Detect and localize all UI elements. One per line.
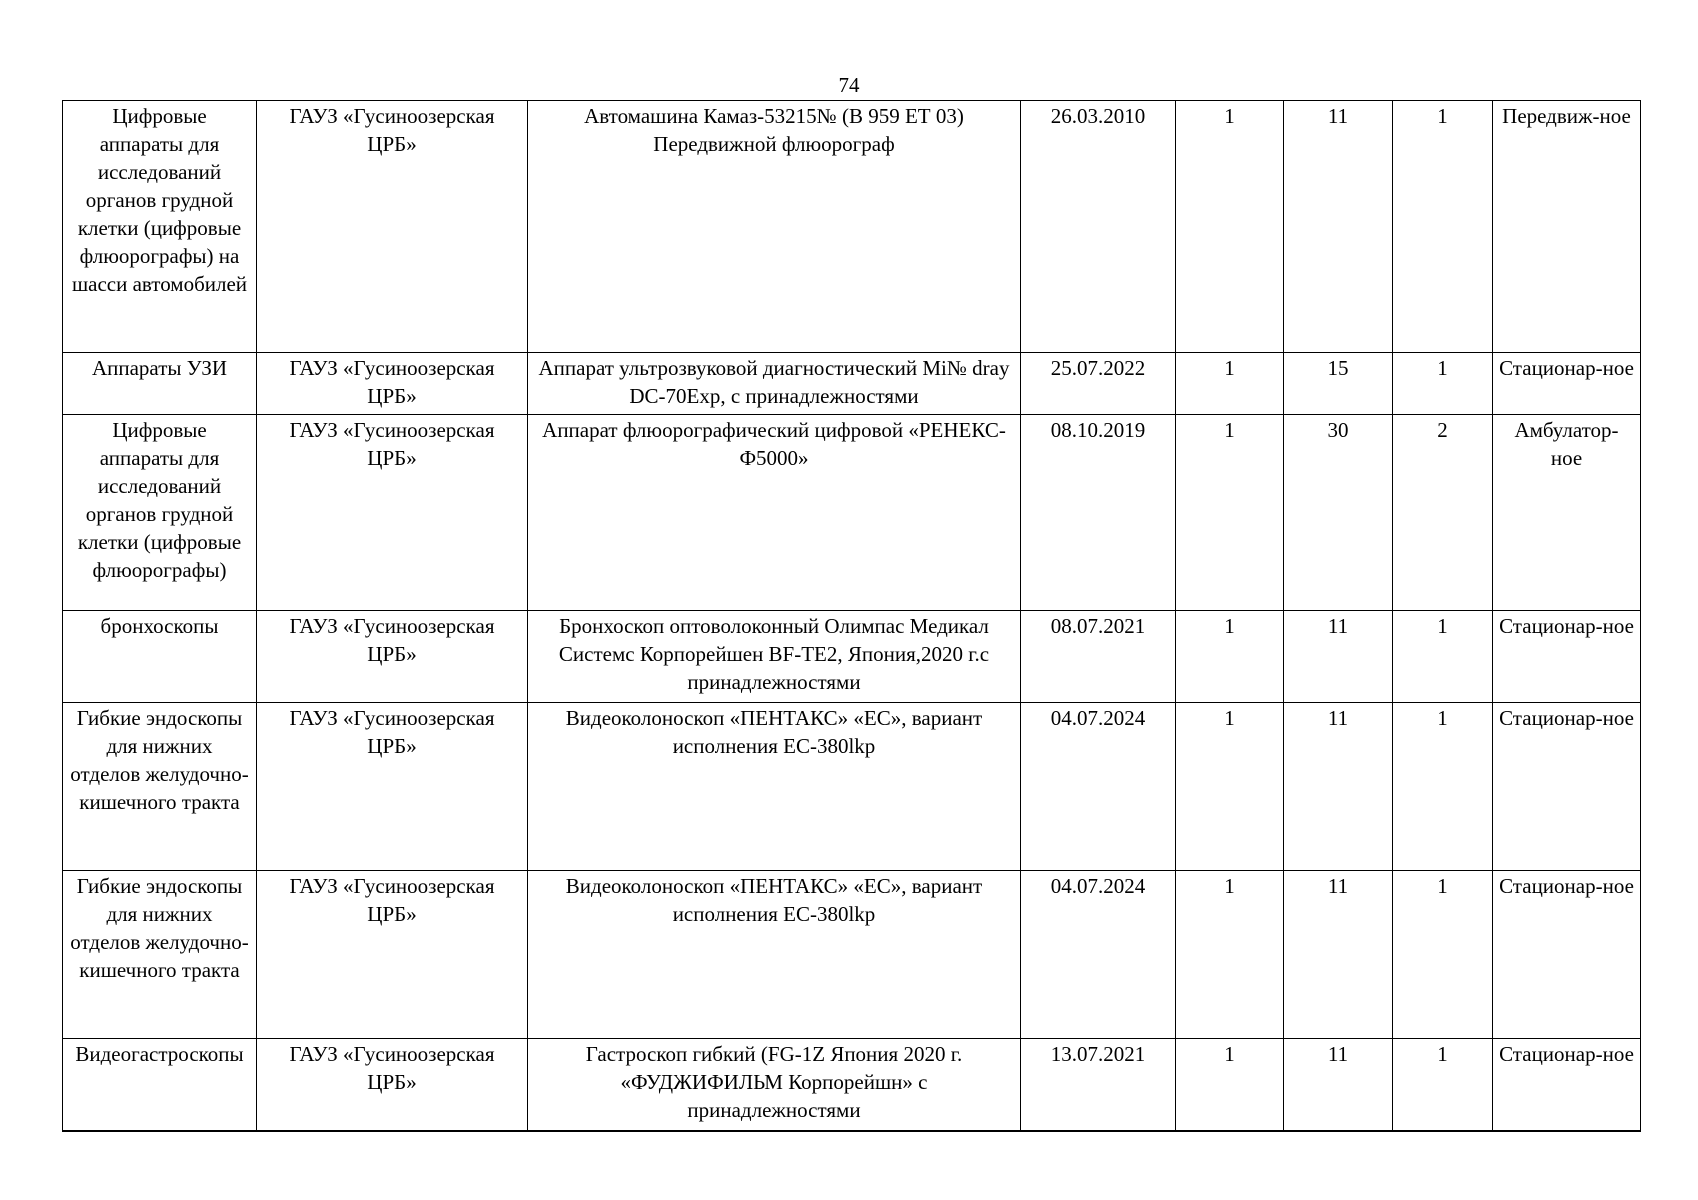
date-cell: 08.07.2021	[1021, 611, 1176, 703]
table-row	[63, 611, 1641, 703]
age-cell: 11	[1284, 1039, 1393, 1131]
count-cell: 1	[1176, 1039, 1284, 1131]
table-row	[63, 101, 1641, 353]
age-cell: 11	[1284, 871, 1393, 1039]
organization-cell: ГАУЗ «Гусиноозерская ЦРБ»	[257, 1039, 528, 1131]
mode-cell: Стационар-ное	[1493, 871, 1641, 1039]
mode-cell: Стационар-ное	[1493, 611, 1641, 703]
equipment-name-cell: Гастроскоп гибкий (FG-1Z Япония 2020 г. «ФУДЖИФИЛЬМ Корпорейшн» с принадлежностями	[528, 1039, 1021, 1131]
equipment-name-cell: Аппарат флюорографический цифровой «РЕНЕКС-Ф5000»	[528, 415, 1021, 611]
equipment-name-cell: Видеоколоноскоп «ПЕНТАКС» «ЕС», вариант исполнения ЕС-380lkp	[528, 703, 1021, 871]
equipment-table	[62, 100, 1641, 1132]
count-cell: 1	[1176, 415, 1284, 611]
organization-cell: ГАУЗ «Гусиноозерская ЦРБ»	[257, 415, 528, 611]
mode-cell: Стационар-ное	[1493, 1039, 1641, 1131]
page-number: 74	[838, 73, 860, 97]
equipment-name-cell: Автомашина Камаз-53215№ (В 959 ЕТ 03) Передвижной флюорограф	[528, 101, 1021, 353]
date-cell: 08.10.2019	[1021, 415, 1176, 611]
table-row	[63, 1039, 1641, 1131]
equipment-type-cell: Цифровые аппараты для исследований органов грудной клетки (цифровые флюорографы) на шасси автомобилей	[63, 101, 257, 353]
date-cell: 26.03.2010	[1021, 101, 1176, 353]
age-cell: 15	[1284, 353, 1393, 415]
date-cell: 04.07.2024	[1021, 703, 1176, 871]
count-cell: 1	[1176, 611, 1284, 703]
table-row	[63, 703, 1641, 871]
organization-cell: ГАУЗ «Гусиноозерская ЦРБ»	[257, 703, 528, 871]
equipment-type-cell: Цифровые аппараты для исследований органов грудной клетки (цифровые флюорографы)	[63, 415, 257, 611]
table-row	[63, 871, 1641, 1039]
organization-cell: ГАУЗ «Гусиноозерская ЦРБ»	[257, 101, 528, 353]
shifts-cell: 1	[1393, 871, 1493, 1039]
equipment-name-cell: Бронхоскоп оптоволоконный Олимпас Медикал Системс Корпорейшен BF-TE2, Япония,2020 г.с принадлежностями	[528, 611, 1021, 703]
equipment-name-cell: Аппарат ультрозвуковой диагностический Mi№ dray DC-70Exp, с принадлежностями	[528, 353, 1021, 415]
mode-cell: Передвиж-ное	[1493, 101, 1641, 353]
shifts-cell: 1	[1393, 1039, 1493, 1131]
mode-cell: Стационар-ное	[1493, 353, 1641, 415]
shifts-cell: 1	[1393, 101, 1493, 353]
age-cell: 11	[1284, 101, 1393, 353]
date-cell: 25.07.2022	[1021, 353, 1176, 415]
shifts-cell: 1	[1393, 611, 1493, 703]
age-cell: 11	[1284, 611, 1393, 703]
date-cell: 13.07.2021	[1021, 1039, 1176, 1131]
mode-cell: Амбулатор-ное	[1493, 415, 1641, 611]
count-cell: 1	[1176, 353, 1284, 415]
age-cell: 11	[1284, 703, 1393, 871]
count-cell: 1	[1176, 703, 1284, 871]
equipment-type-cell: Видеогастроскопы	[63, 1039, 257, 1131]
organization-cell: ГАУЗ «Гусиноозерская ЦРБ»	[257, 611, 528, 703]
count-cell: 1	[1176, 101, 1284, 353]
count-cell: 1	[1176, 871, 1284, 1039]
date-cell: 04.07.2024	[1021, 871, 1176, 1039]
equipment-type-cell: Аппараты УЗИ	[63, 353, 257, 415]
shifts-cell: 1	[1393, 353, 1493, 415]
equipment-name-cell: Видеоколоноскоп «ПЕНТАКС» «ЕС», вариант исполнения ЕС-380lkp	[528, 871, 1021, 1039]
table-row	[63, 353, 1641, 415]
equipment-type-cell: бронхоскопы	[63, 611, 257, 703]
shifts-cell: 1	[1393, 703, 1493, 871]
age-cell: 30	[1284, 415, 1393, 611]
table-row	[63, 415, 1641, 611]
organization-cell: ГАУЗ «Гусиноозерская ЦРБ»	[257, 871, 528, 1039]
shifts-cell: 2	[1393, 415, 1493, 611]
equipment-type-cell: Гибкие эндоскопы для нижних отделов желудочно-кишечного тракта	[63, 703, 257, 871]
mode-cell: Стационар-ное	[1493, 703, 1641, 871]
equipment-type-cell: Гибкие эндоскопы для нижних отделов желудочно-кишечного тракта	[63, 871, 257, 1039]
organization-cell: ГАУЗ «Гусиноозерская ЦРБ»	[257, 353, 528, 415]
